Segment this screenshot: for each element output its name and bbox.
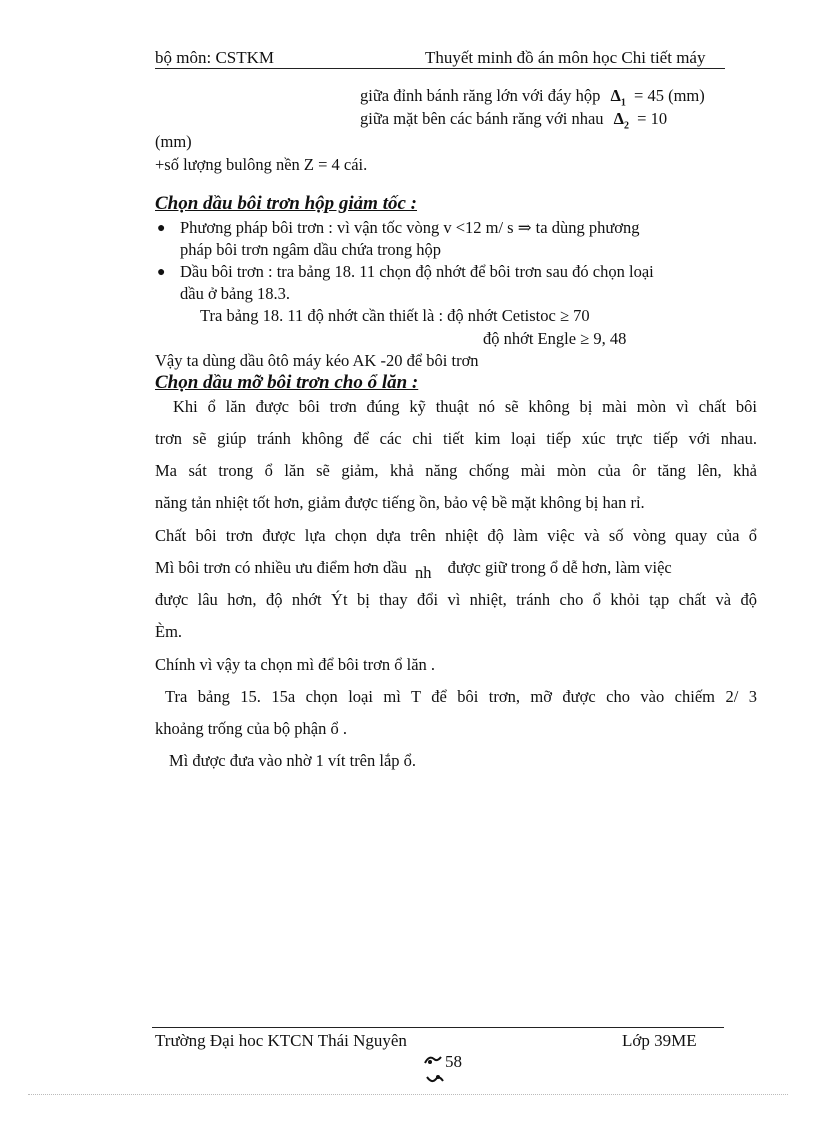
bullet-dot-2: ● xyxy=(157,265,166,280)
para-3: Chính vì vậy ta chọn mì để bôi trơn ổ lăn . xyxy=(155,655,436,674)
para-1-line-2: trơn sẽ giúp tránh không để các chi tiết kim loại tiếp xúc trực tiếp với nhau. xyxy=(155,429,757,448)
oil-conclusion: Vậy ta dùng dầu ôtô máy kéo AK -20 để bôi trơn xyxy=(155,351,479,370)
para-2-line-2-a: Mì bôi trơn có nhiều ưu điểm hơn dầu xyxy=(155,558,407,577)
footer-rule xyxy=(152,1027,724,1028)
footer-right: Lớp 39ME xyxy=(622,1031,697,1050)
bullet-2-line-1: Dầu bôi trơn : tra bảng 18. 11 chọn độ nhớt để bôi trơn sau đó chọn loại xyxy=(180,262,654,281)
intro-line-1-value: = 45 (mm) xyxy=(634,86,705,105)
header-right: Thuyết minh đồ án môn học Chi tiết máy xyxy=(425,48,706,67)
intro-line-1 xyxy=(360,86,705,108)
para-2-line-3: được lâu hơn, độ nhớt Ýt bị thay đổi vì nhiệt, tránh cho ổ khỏi tạp chất và độ xyxy=(155,590,757,609)
para-1-line-3: Ma sát trong ổ lăn sẽ giảm, khả năng chống mài mòn của ôr tăng lên, khả xyxy=(155,461,757,480)
para-1-line-1: Khi ổ lăn được bôi trơn đúng kỹ thuật nó sẽ không bị mài mòn vì chất bôi xyxy=(173,397,757,416)
para-5: Mì được đưa vào nhờ 1 vít trên lắp ổ. xyxy=(169,751,417,770)
viscosity-line-2: độ nhớt Engle ≥ 9, 48 xyxy=(483,329,627,348)
para-2-line-2-b: được giữ trong ổ dễ hơn, làm việc xyxy=(447,558,672,577)
intro-line-1-text: giữa đỉnh bánh răng lớn với đáy hộp xyxy=(360,86,601,105)
para-2-line-2-nh: nh xyxy=(414,563,432,582)
section-heading-oil: Chọn dầu bôi trơn hộp giảm tốc : xyxy=(155,193,418,214)
bullet-2-line-2: dầu ở bảng 18.3. xyxy=(180,284,290,303)
intro-line-2-value: = 10 xyxy=(637,109,668,128)
fleuron-bottom-icon xyxy=(426,1073,444,1085)
intro-line-2-text: giữa mặt bên các bánh răng với nhau xyxy=(360,109,604,128)
bullet-1-line-2: pháp bôi trơn ngâm dầu chứa trong hộp xyxy=(180,240,441,259)
intro-line-3: (mm) xyxy=(155,132,192,151)
para-1-line-4: năng tản nhiệt tốt hơn, giảm được tiếng ồn, bảo vệ bề mặt không bị han rỉ. xyxy=(155,493,645,512)
header-rule xyxy=(155,68,725,69)
viscosity-line-1: Tra bảng 18. 11 độ nhớt cần thiết là : độ nhớt Cetistoc ≥ 70 xyxy=(200,306,590,325)
header-left: bộ môn: CSTKM xyxy=(155,48,275,67)
delta-1-symbol: $\Delta_1$ xyxy=(610,86,626,109)
para-4-line-2: khoảng trống của bộ phận ổ . xyxy=(155,719,347,738)
bullet-dot-1: ● xyxy=(157,221,166,236)
footer-left: Trường Đại hoc KTCN Thái Nguyên xyxy=(155,1031,407,1050)
delta-2-symbol: $\Delta_2$ xyxy=(613,109,630,132)
para-4-line-1: Tra bảng 15. 15a chọn loại mì T để bôi trơn, mỡ được cho vào chiếm 2/ 3 xyxy=(165,687,757,706)
section-heading-grease: Chọn dầu mỡ bôi trơn cho ổ lăn : xyxy=(155,372,419,393)
para-2-line-1: Chất bôi trơn được lựa chọn dựa trên nhiệt độ làm việc và số vòng quay của ổ xyxy=(155,526,757,545)
para-2-line-2 xyxy=(155,558,757,582)
fleuron-top-icon xyxy=(424,1054,442,1066)
intro-line-2 xyxy=(360,109,667,131)
intro-line-4: +số lượng bulông nền Z = 4 cái. xyxy=(155,155,368,174)
page-bottom-dotted-border xyxy=(28,1094,788,1095)
page-number: 58 xyxy=(445,1052,462,1071)
bullet-1-line-1: Phương pháp bôi trơn : vì vận tốc vòng v <12 m/ s ⇒ ta dùng phương xyxy=(180,218,640,237)
para-2-line-4: Èm. xyxy=(155,622,183,641)
